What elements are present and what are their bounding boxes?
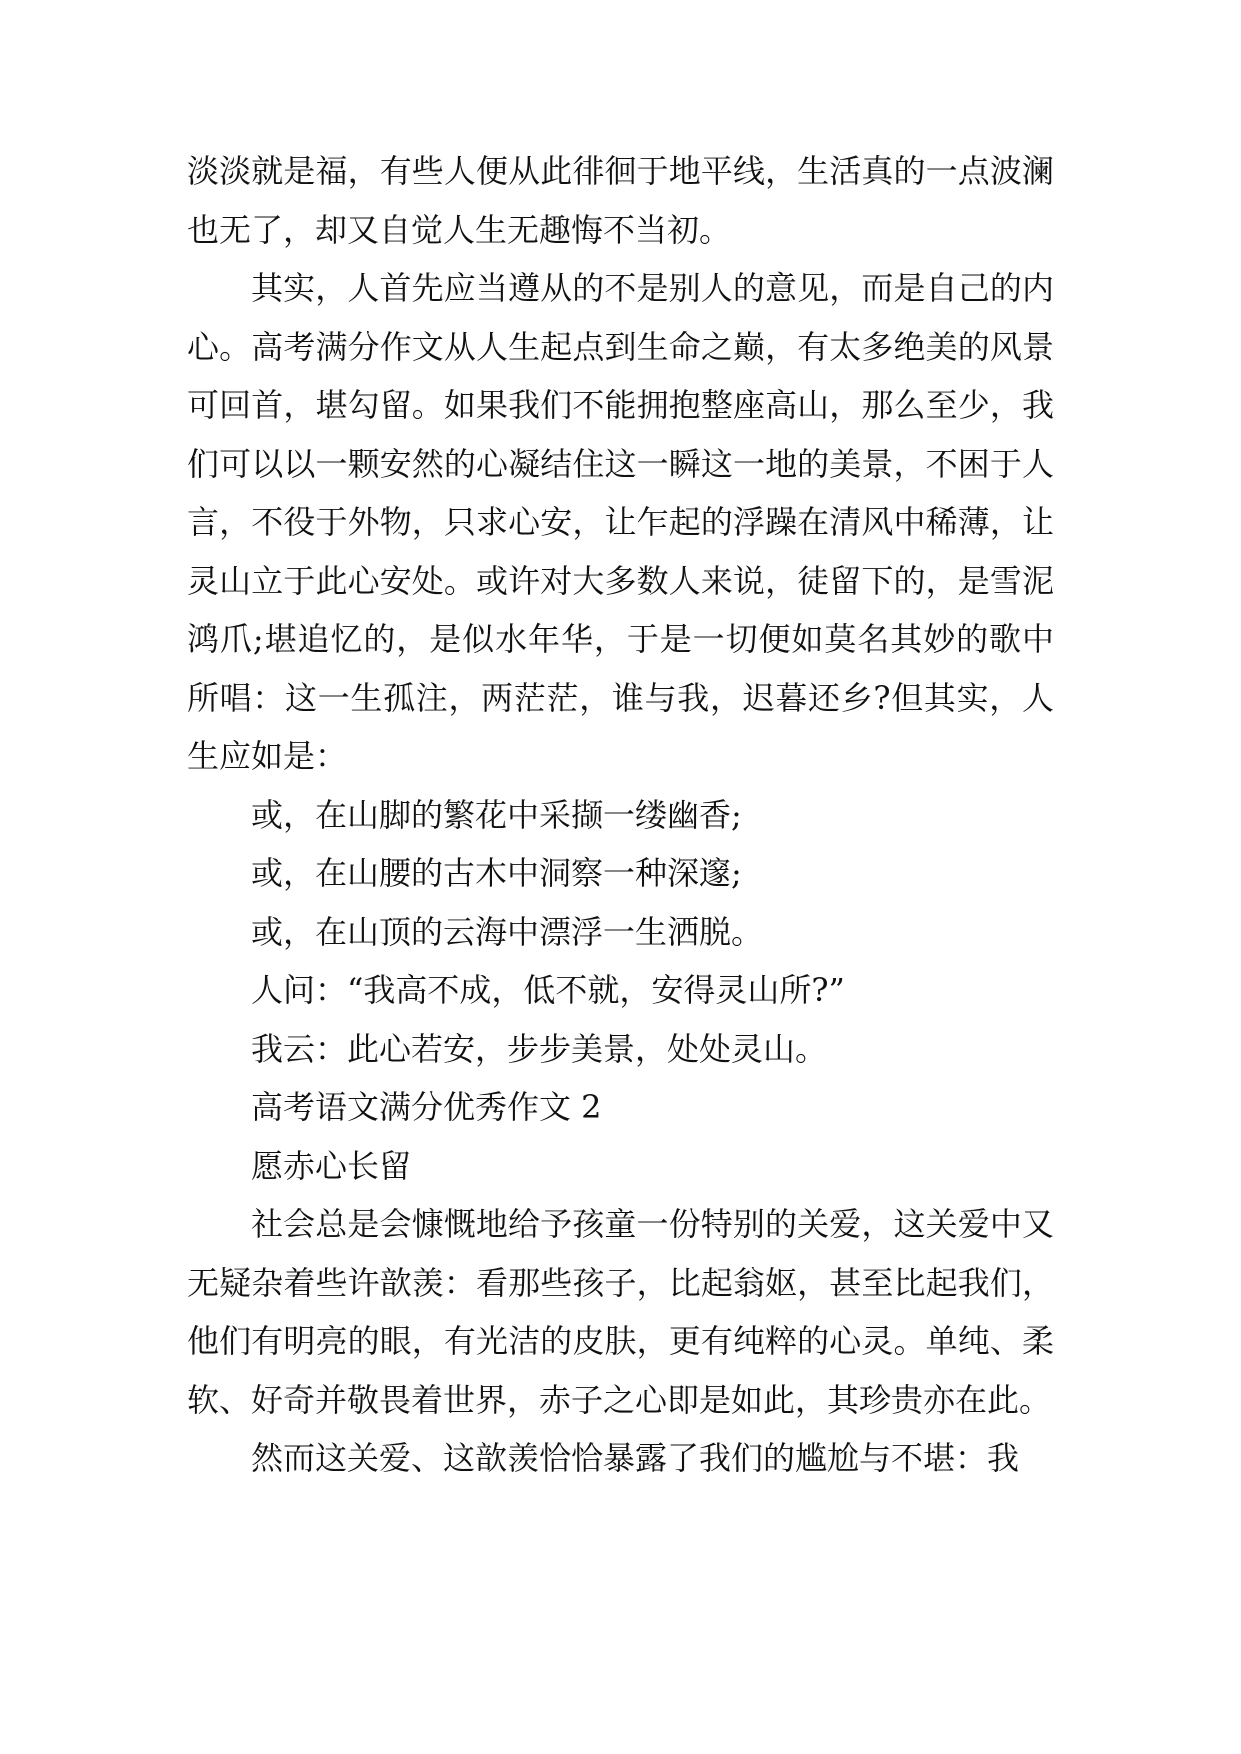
- paragraph-3: 或，在山脚的繁花中采撷一缕幽香;: [251, 795, 742, 834]
- document-page: [187, 142, 1054, 1488]
- paragraph-10: 社会总是会慷慨地给予孩童一份特别的关爱，这关爱中又无疑杂着些许歆羡：看那些孩子，比起翁妪，甚至比起我们，他们有明亮的眼，有光洁的皮肤，更有纯粹的心灵。单纯、柔软、好奇并敬畏着世界，赤子之心即是如此，其珍贵亦在此。: [187, 1205, 1054, 1419]
- essay-title: 愿赤心长留: [251, 1146, 412, 1185]
- paragraph-4: 或，在山腰的古木中洞察一种深邃;: [251, 854, 742, 892]
- paragraph-5: 或，在山顶的云海中漂浮一生洒脱。: [251, 912, 764, 951]
- paragraph-1: 淡淡就是福，有些人便从此徘徊于地平线，生活真的一点波澜也无了，却又自觉人生无趣悔不当初。: [187, 152, 1054, 249]
- paragraph-6: 人问：“我高不成，低不就，安得灵山所?”: [251, 971, 845, 1009]
- paragraph-2: 其实，人首先应当遵从的不是别人的意见，而是自己的内心。高考满分作文从人生起点到生命之巅，有太多绝美的风景可回首，堪勾留。如果我们不能拥抱整座高山，那么至少，我们可以以一颗安然的心凝结住这一瞬这一地的美景，不困于人言，不役于外物，只求心安，让乍起的浮躁在清风中稀薄，让灵山立于此心安处。或许对大多数人来说，徒留下的，是雪泥鸿爪;堪追忆的，是似水年华，于是一切便如莫名其妙的歌中所唱：这一生孤注，两茫茫，谁与我，迟暮还乡?但其实，人生应如是：: [187, 269, 1054, 775]
- paragraph-11: 然而这关爱、这歆羡恰恰暴露了我们的尴尬与不堪：我: [251, 1439, 1020, 1477]
- paragraph-7: 我云：此心若安，步步美景，处处灵山。: [251, 1029, 828, 1068]
- essay-heading: 高考语文满分优秀作文 2: [251, 1088, 602, 1126]
